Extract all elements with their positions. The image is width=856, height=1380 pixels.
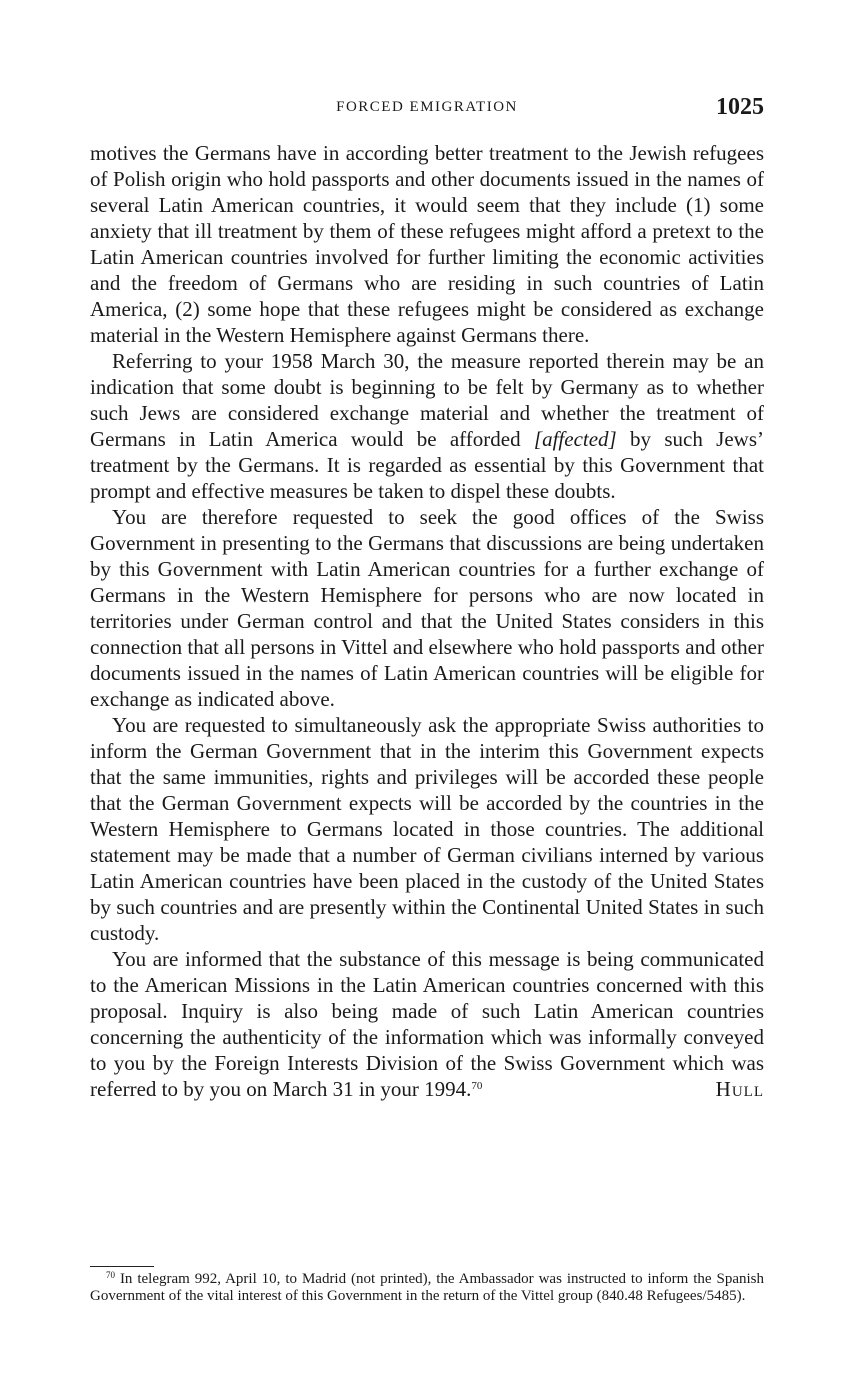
footnote-text: In telegram 992, April 10, to Madrid (not printed), the Ambassador was instructed to inform the Spanish Government of the vital interest of this Government in the return of the Vittel group (840.48 Refugees/5485).	[90, 1271, 765, 1304]
body-text	[90, 140, 764, 1102]
paragraph-referring-text-1: Referring to your 1958 March 30, the measure reported therein may be an indication that some doubt is beginning to be felt by Germany as to whether such Jews are considered exchange material and whether the treatment of Germans in Latin America would be afforded	[90, 349, 764, 451]
footnote	[90, 1271, 764, 1305]
paragraph-request-swiss-authorities: You are requested to simultaneously ask the appropriate Swiss authorities to inform the German Government that in the interim this Government expects that the same immunities, rights and privileges will be accorded these people that the German Government expects will be accorded by the countries in the Western Hemisphere to Germans located in those countries. The additional statement may be made that a number of German civilians interned by various Latin American countries have been placed in the custody of the United States by such countries and are presently within the Continental United States in such custody.	[90, 713, 764, 945]
running-title: FORCED EMIGRATION	[336, 99, 518, 115]
editorial-correction: [affected]	[533, 427, 617, 451]
page-header	[90, 94, 764, 124]
paragraph-request-swiss-offices: You are therefore requested to seek the good offices of the Swiss Government in presenting to the Germans that discussions are being undertaken by this Government with Latin American countries for a further exchange of Germans in the Western Hemisphere for persons who are now located in territories under German control and that the United States considers in this connection that all persons in Vittel and elsewhere who hold passports and other documents issued in the names of Latin American countries will be eligible for exchange as indicated above.	[90, 505, 764, 711]
paragraph-referring-text-2: by such Jews’ treatment by the Germans. It is regarded as essential by this Government that prompt and effective measures be taken to dispel these doubts.	[90, 427, 764, 503]
footnote-marker: 70	[106, 1270, 115, 1280]
footnote-reference: 70	[471, 1080, 483, 1092]
paragraph-informed-text: You are informed that the substance of this message is being communicated to the American Missions in the Latin American countries concerned with this proposal. Inquiry is also being made of such Latin American countries concerning the authenticity of the information which was informally conveyed to you by the Foreign Interests Division of the Swiss Government which was referred to by you on March 31 in your 1994.	[90, 947, 764, 1101]
signature: Hull	[715, 1077, 764, 1101]
paragraph-referring	[90, 348, 764, 504]
paragraph-informed	[90, 946, 764, 1102]
page-number: 1025	[716, 94, 764, 120]
footnote-rule	[90, 1266, 154, 1267]
paragraph-continued: motives the Germans have in according better treatment to the Jewish refugees of Polish origin who hold passports and other documents issued in the names of several Latin American countries, it would seem that they include (1) some anxiety that ill treatment by them of these refugees might afford a pretext to the Latin American countries involved for further limiting the economic activities and the freedom of Germans who are residing in such countries of Latin America, (2) some hope that these refugees might be considered as exchange material in the Western Hemisphere against Germans there.	[90, 141, 764, 347]
